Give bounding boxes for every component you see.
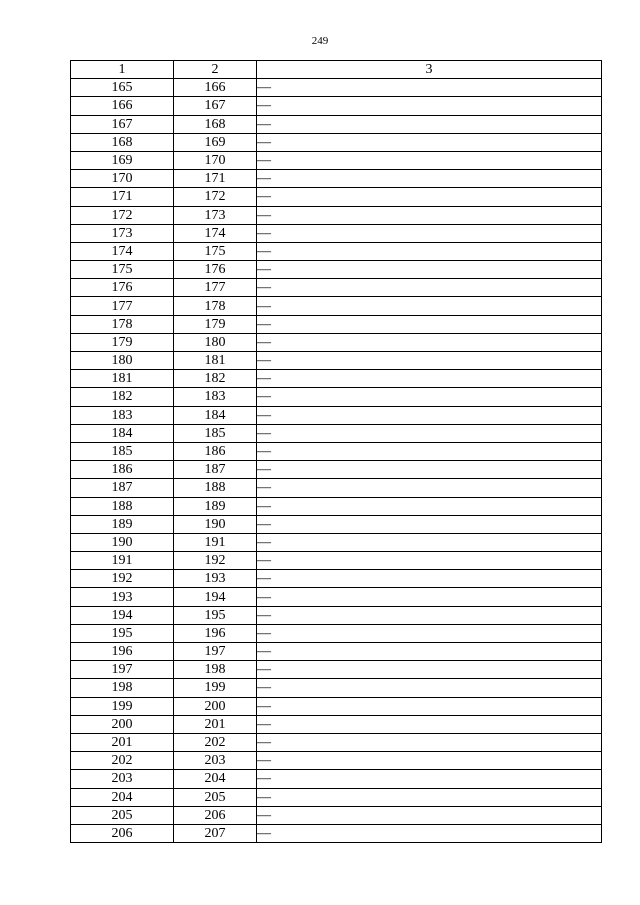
cell-col-3: — — [257, 224, 602, 242]
cell-col-2: 204 — [174, 770, 257, 788]
cell-col-3: — — [257, 733, 602, 751]
table-row — [71, 552, 602, 570]
cell-col-3: — — [257, 424, 602, 442]
table-row — [71, 770, 602, 788]
cell-col-1: 198 — [71, 679, 174, 697]
table-row — [71, 97, 602, 115]
cell-col-1: 172 — [71, 206, 174, 224]
cell-col-3: — — [257, 115, 602, 133]
cell-col-1: 197 — [71, 661, 174, 679]
table-row — [71, 133, 602, 151]
cell-col-3: — — [257, 806, 602, 824]
cell-col-2: 203 — [174, 752, 257, 770]
table-row — [71, 570, 602, 588]
table-row — [71, 424, 602, 442]
cell-col-3: — — [257, 188, 602, 206]
cell-col-3: — — [257, 133, 602, 151]
table-row — [71, 115, 602, 133]
cell-col-1: 200 — [71, 715, 174, 733]
table-row — [71, 806, 602, 824]
cell-col-2: 174 — [174, 224, 257, 242]
cell-col-3: — — [257, 333, 602, 351]
cell-col-3: — — [257, 588, 602, 606]
cell-col-1: 205 — [71, 806, 174, 824]
cell-col-2: 178 — [174, 297, 257, 315]
cell-col-2: 205 — [174, 788, 257, 806]
cell-col-3: — — [257, 261, 602, 279]
table-row — [71, 242, 602, 260]
cell-col-1: 183 — [71, 406, 174, 424]
cell-col-2: 170 — [174, 151, 257, 169]
cell-col-3: — — [257, 679, 602, 697]
table-row — [71, 752, 602, 770]
table-row — [71, 606, 602, 624]
table-row — [71, 461, 602, 479]
cell-col-3: — — [257, 151, 602, 169]
cell-col-1: 194 — [71, 606, 174, 624]
cell-col-1: 179 — [71, 333, 174, 351]
cell-col-1: 199 — [71, 697, 174, 715]
cell-col-2: 189 — [174, 497, 257, 515]
cell-col-3: — — [257, 497, 602, 515]
cell-col-1: 174 — [71, 242, 174, 260]
cell-col-1: 193 — [71, 588, 174, 606]
cell-col-3: — — [257, 406, 602, 424]
cell-col-1: 178 — [71, 315, 174, 333]
cell-col-2: 190 — [174, 515, 257, 533]
cell-col-1: 206 — [71, 824, 174, 842]
cell-col-2: 185 — [174, 424, 257, 442]
table-row — [71, 679, 602, 697]
cell-col-3: — — [257, 661, 602, 679]
cell-col-2: 173 — [174, 206, 257, 224]
cell-col-2: 201 — [174, 715, 257, 733]
cell-col-2: 192 — [174, 552, 257, 570]
cell-col-3: — — [257, 552, 602, 570]
cell-col-1: 186 — [71, 461, 174, 479]
cell-col-2: 198 — [174, 661, 257, 679]
cell-col-3: — — [257, 388, 602, 406]
column-header-1: 1 — [71, 61, 174, 79]
cell-col-2: 197 — [174, 643, 257, 661]
cell-col-3: — — [257, 79, 602, 97]
table-row — [71, 352, 602, 370]
cell-col-2: 166 — [174, 79, 257, 97]
cell-col-2: 180 — [174, 333, 257, 351]
cell-col-3: — — [257, 297, 602, 315]
cell-col-2: 196 — [174, 624, 257, 642]
table-row — [71, 333, 602, 351]
cell-col-1: 204 — [71, 788, 174, 806]
cell-col-3: — — [257, 315, 602, 333]
cell-col-2: 200 — [174, 697, 257, 715]
cell-col-3: — — [257, 479, 602, 497]
cell-col-2: 193 — [174, 570, 257, 588]
cell-col-2: 207 — [174, 824, 257, 842]
table-row — [71, 588, 602, 606]
cell-col-2: 182 — [174, 370, 257, 388]
data-table — [70, 60, 602, 843]
cell-col-1: 188 — [71, 497, 174, 515]
cell-col-2: 175 — [174, 242, 257, 260]
cell-col-3: — — [257, 788, 602, 806]
table-row — [71, 661, 602, 679]
table-row — [71, 643, 602, 661]
cell-col-2: 194 — [174, 588, 257, 606]
cell-col-1: 169 — [71, 151, 174, 169]
cell-col-3: — — [257, 279, 602, 297]
cell-col-3: — — [257, 715, 602, 733]
cell-col-3: — — [257, 533, 602, 551]
header-row — [71, 61, 602, 79]
cell-col-3: — — [257, 643, 602, 661]
cell-col-2: 202 — [174, 733, 257, 751]
table-row — [71, 479, 602, 497]
cell-col-1: 196 — [71, 643, 174, 661]
cell-col-1: 175 — [71, 261, 174, 279]
cell-col-3: — — [257, 370, 602, 388]
page-number: 249 — [311, 35, 329, 47]
cell-col-1: 171 — [71, 188, 174, 206]
cell-col-2: 188 — [174, 479, 257, 497]
table-row — [71, 224, 602, 242]
table-row — [71, 315, 602, 333]
cell-col-2: 179 — [174, 315, 257, 333]
cell-col-1: 181 — [71, 370, 174, 388]
table-row — [71, 151, 602, 169]
cell-col-1: 165 — [71, 79, 174, 97]
cell-col-1: 195 — [71, 624, 174, 642]
table-body — [71, 79, 602, 843]
table-row — [71, 733, 602, 751]
cell-col-2: 172 — [174, 188, 257, 206]
cell-col-1: 203 — [71, 770, 174, 788]
cell-col-1: 202 — [71, 752, 174, 770]
cell-col-2: 169 — [174, 133, 257, 151]
cell-col-3: — — [257, 770, 602, 788]
cell-col-1: 180 — [71, 352, 174, 370]
cell-col-1: 166 — [71, 97, 174, 115]
cell-col-2: 191 — [174, 533, 257, 551]
table-row — [71, 79, 602, 97]
table-row — [71, 442, 602, 460]
table-row — [71, 370, 602, 388]
cell-col-1: 168 — [71, 133, 174, 151]
table-row — [71, 697, 602, 715]
cell-col-1: 191 — [71, 552, 174, 570]
table-row — [71, 388, 602, 406]
table-row — [71, 261, 602, 279]
table-row — [71, 206, 602, 224]
cell-col-3: — — [257, 606, 602, 624]
column-header-3: 3 — [257, 61, 602, 79]
table-row — [71, 515, 602, 533]
table-row — [71, 279, 602, 297]
cell-col-2: 206 — [174, 806, 257, 824]
table-row — [71, 624, 602, 642]
cell-col-2: 171 — [174, 170, 257, 188]
cell-col-1: 201 — [71, 733, 174, 751]
cell-col-1: 192 — [71, 570, 174, 588]
cell-col-3: — — [257, 697, 602, 715]
cell-col-3: — — [257, 824, 602, 842]
cell-col-2: 177 — [174, 279, 257, 297]
table-row — [71, 497, 602, 515]
table-row — [71, 406, 602, 424]
table-row — [71, 788, 602, 806]
column-header-2: 2 — [174, 61, 257, 79]
cell-col-3: — — [257, 570, 602, 588]
table-row — [71, 824, 602, 842]
cell-col-3: — — [257, 624, 602, 642]
cell-col-1: 177 — [71, 297, 174, 315]
cell-col-1: 189 — [71, 515, 174, 533]
cell-col-3: — — [257, 206, 602, 224]
cell-col-3: — — [257, 515, 602, 533]
cell-col-1: 187 — [71, 479, 174, 497]
cell-col-1: 170 — [71, 170, 174, 188]
table-row — [71, 188, 602, 206]
table-row — [71, 297, 602, 315]
cell-col-3: — — [257, 97, 602, 115]
cell-col-2: 186 — [174, 442, 257, 460]
cell-col-2: 168 — [174, 115, 257, 133]
cell-col-2: 184 — [174, 406, 257, 424]
cell-col-3: — — [257, 442, 602, 460]
cell-col-3: — — [257, 752, 602, 770]
table-row — [71, 533, 602, 551]
cell-col-2: 199 — [174, 679, 257, 697]
table-row — [71, 715, 602, 733]
cell-col-3: — — [257, 242, 602, 260]
cell-col-1: 182 — [71, 388, 174, 406]
cell-col-3: — — [257, 170, 602, 188]
cell-col-2: 181 — [174, 352, 257, 370]
cell-col-1: 190 — [71, 533, 174, 551]
cell-col-3: — — [257, 352, 602, 370]
cell-col-1: 167 — [71, 115, 174, 133]
cell-col-1: 184 — [71, 424, 174, 442]
cell-col-3: — — [257, 461, 602, 479]
cell-col-2: 195 — [174, 606, 257, 624]
table-row — [71, 170, 602, 188]
cell-col-1: 173 — [71, 224, 174, 242]
cell-col-1: 185 — [71, 442, 174, 460]
cell-col-2: 187 — [174, 461, 257, 479]
cell-col-2: 167 — [174, 97, 257, 115]
cell-col-2: 183 — [174, 388, 257, 406]
cell-col-2: 176 — [174, 261, 257, 279]
cell-col-1: 176 — [71, 279, 174, 297]
